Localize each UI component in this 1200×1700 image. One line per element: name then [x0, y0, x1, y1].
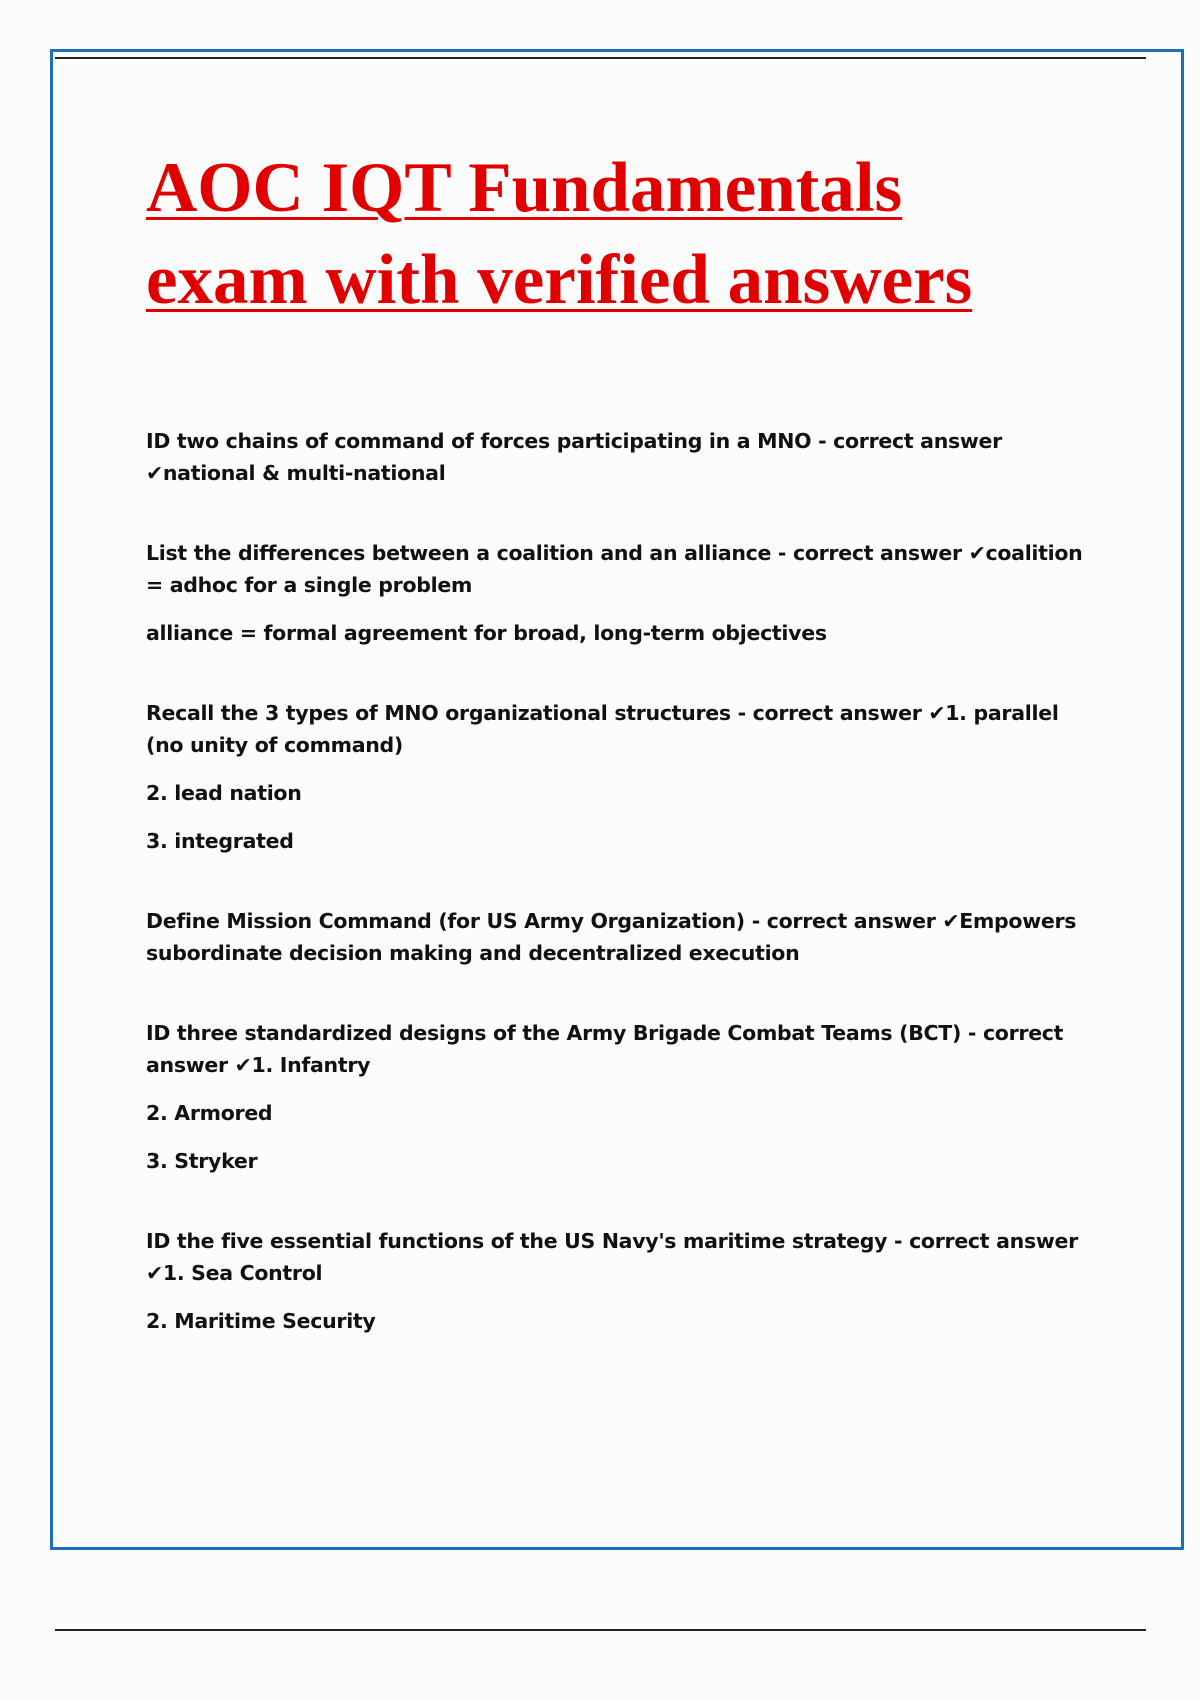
qa-line: alliance = formal agreement for broad, long-term objectives — [146, 621, 827, 645]
qa-line: Define Mission Command (for US Army Organization) - correct answer ✔Empowers subordinate decision making and decentralized execution — [146, 909, 1077, 965]
qa-line: List the differences between a coalition and an alliance - correct answer ✔coalition = adhoc for a single problem — [146, 541, 1083, 597]
qa-item-6 — [146, 1225, 1091, 1337]
qa-line: 2. Armored — [146, 1101, 273, 1125]
qa-line: Recall the 3 types of MNO organizational structures - correct answer ✔1. parallel (no unity of command) — [146, 701, 1059, 757]
qa-line: 2. lead nation — [146, 781, 302, 805]
footer-rule — [55, 1629, 1146, 1631]
qa-line: ID two chains of command of forces participating in a MNO - correct answer ✔national & multi-national — [146, 429, 1002, 485]
title-line-1: AOC IQT Fundamentals — [146, 149, 903, 227]
qa-item-3 — [146, 697, 1091, 857]
question-answer-list — [146, 425, 1091, 1385]
qa-line: ID the five essential functions of the US Navy's maritime strategy - correct answer ✔1. Sea Control — [146, 1229, 1078, 1285]
qa-item-2 — [146, 537, 1091, 649]
qa-item-1 — [146, 425, 1091, 489]
qa-item-4 — [146, 905, 1091, 969]
document-title — [146, 142, 1106, 326]
qa-line: ID three standardized designs of the Army Brigade Combat Teams (BCT) - correct answer ✔1. Infantry — [146, 1021, 1064, 1077]
qa-item-5 — [146, 1017, 1091, 1177]
qa-line: 3. integrated — [146, 829, 294, 853]
qa-line: 2. Maritime Security — [146, 1309, 376, 1333]
header-rule — [55, 57, 1146, 59]
title-line-2: exam with verified answers — [146, 241, 973, 319]
qa-line: 3. Stryker — [146, 1149, 258, 1173]
